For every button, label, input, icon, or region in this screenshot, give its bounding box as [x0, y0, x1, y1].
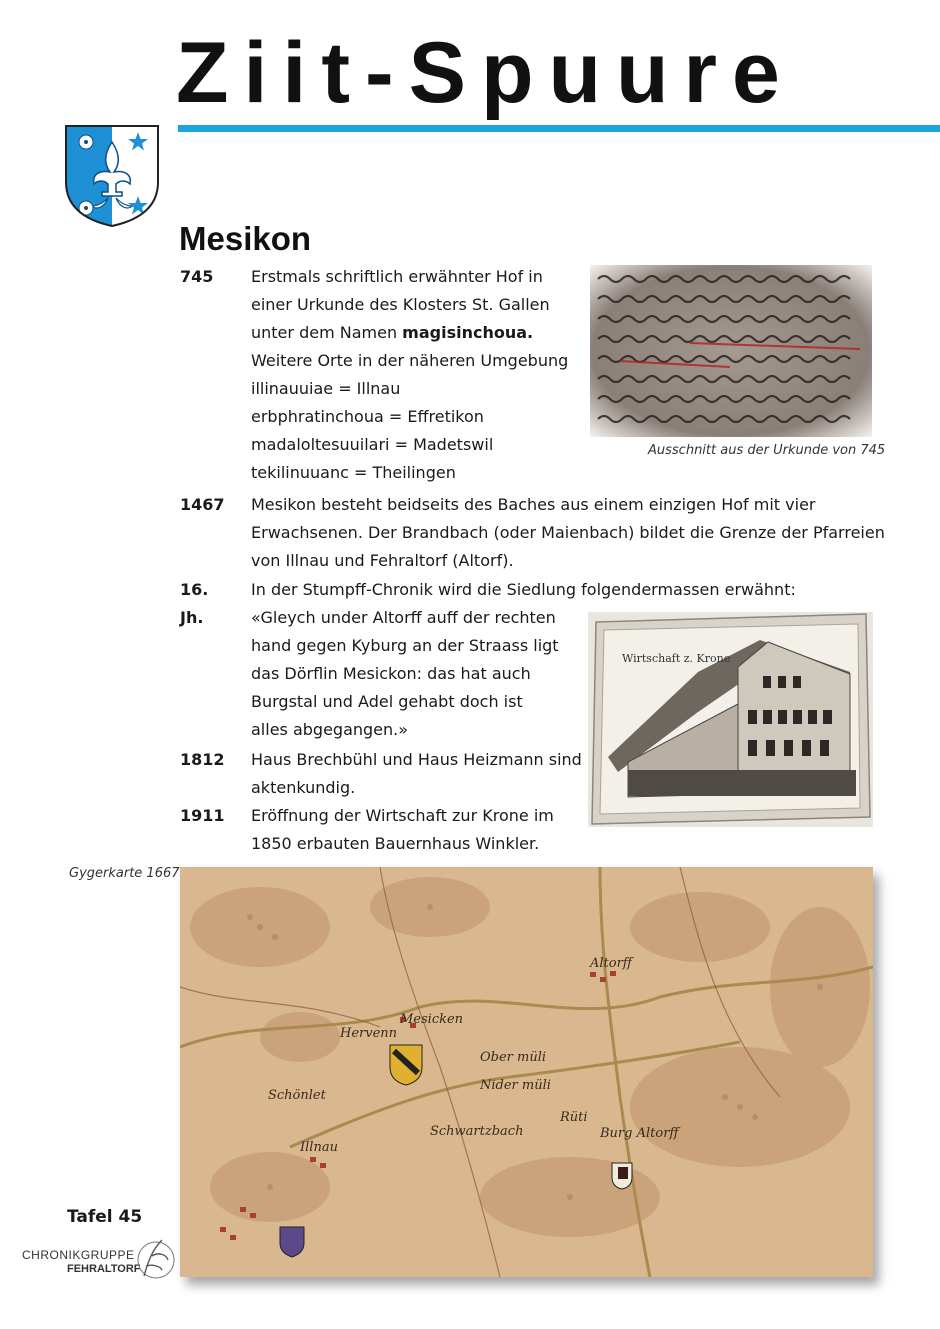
gyger-map-image — [180, 867, 873, 1277]
logo-line-1: CHRONIKGRUPPE — [22, 1248, 135, 1262]
map-label: Burg Altorff — [600, 1126, 679, 1141]
krone-postcard-image — [588, 612, 873, 827]
map-shield-illnau-icon — [280, 1227, 304, 1257]
entry-line: Eröffnung der Wirtschaft zur Krone im — [251, 806, 554, 825]
map-label: Nider müli — [480, 1078, 551, 1093]
entry-line-text: unter dem Namen — [251, 323, 398, 342]
map-label: Altorff — [590, 956, 633, 971]
entry-line: tekilinuuanc = Theilingen — [251, 463, 456, 482]
map-shield-mesikon-icon — [390, 1045, 422, 1085]
header-rule — [178, 125, 940, 132]
entry-line: Erwachsenen. Der Brandbach (oder Maienbach) bildet die Grenze der Pfarreien — [251, 523, 885, 542]
masthead-title: Ziit-Spuure — [176, 25, 795, 121]
map-label: Ober müli — [480, 1050, 547, 1065]
entry-line: einer Urkunde des Klosters St. Gallen — [251, 295, 550, 314]
latin-name-emphasis: magisinchoua. — [402, 323, 534, 342]
page-title: Mesikon — [179, 220, 312, 257]
entry-line: In der Stumpff-Chronik wird die Siedlung folgendermassen erwähnt: — [251, 580, 796, 599]
plate-number: Tafel 45 — [67, 1207, 143, 1227]
chronikgruppe-logo — [20, 1236, 180, 1282]
entry-year: 16. Jh. — [180, 580, 209, 627]
map-label: Schönlet — [268, 1088, 326, 1103]
entry-line: Burgstal und Adel gehabt doch ist — [251, 692, 523, 711]
fehraltorf-coat-of-arms-icon — [64, 124, 160, 228]
entry-line: erbphratinchoua = Effretikon — [251, 407, 484, 426]
map-label: Hervenn — [340, 1026, 398, 1041]
entry-line: illinauuiae = Illnau — [251, 379, 401, 398]
signature-mark-icon — [132, 1236, 178, 1282]
entry-line: Weitere Orte in der näheren Umgebung — [251, 351, 569, 370]
entry-line: Erstmals schriftlich erwähnter Hof in — [251, 267, 543, 286]
entry-line: «Gleych under Altorff auff der rechten — [251, 608, 556, 627]
entry-line: aktenkundig. — [251, 778, 356, 797]
entry-line: das Dörflin Mesickon: das hat auch — [251, 664, 531, 683]
postcard-sign-text: Wirtschaft z. Krone — [622, 652, 731, 665]
entry-line: 1850 erbauten Bauernhaus Winkler. — [251, 834, 540, 853]
manuscript-excerpt-image — [590, 265, 872, 437]
map-label: Rüti — [560, 1110, 588, 1125]
entry-line: Mesikon besteht beidseits des Baches aus einem einzigen Hof mit vier — [251, 495, 816, 514]
map-caption: Gygerkarte 1667 — [69, 866, 180, 881]
entry-year: 1911 — [180, 806, 225, 825]
entry-year: 745 — [180, 267, 214, 286]
map-label: Schwartzbach — [430, 1124, 524, 1139]
entry-line: hand gegen Kyburg an der Straass ligt — [251, 636, 559, 655]
entry-year: 1812 — [180, 750, 225, 769]
map-shield-burg-altorff-icon — [612, 1163, 632, 1189]
manuscript-caption: Ausschnitt aus der Urkunde von 745 — [648, 443, 886, 458]
map-label: Mesicken — [400, 1012, 464, 1027]
entry-line: Haus Brechbühl und Haus Heizmann sind — [251, 750, 582, 769]
logo-line-2: FEHRALTORF — [67, 1263, 141, 1275]
map-label: Illnau — [300, 1140, 338, 1155]
entry-year: 1467 — [180, 495, 225, 514]
entry-line — [251, 319, 568, 347]
entry-line: alles abgegangen.» — [251, 720, 409, 739]
entry-line: von Illnau und Fehraltorf (Altorf). — [251, 551, 514, 570]
entry-line: madaloltesuuilari = Madetswil — [251, 435, 494, 454]
